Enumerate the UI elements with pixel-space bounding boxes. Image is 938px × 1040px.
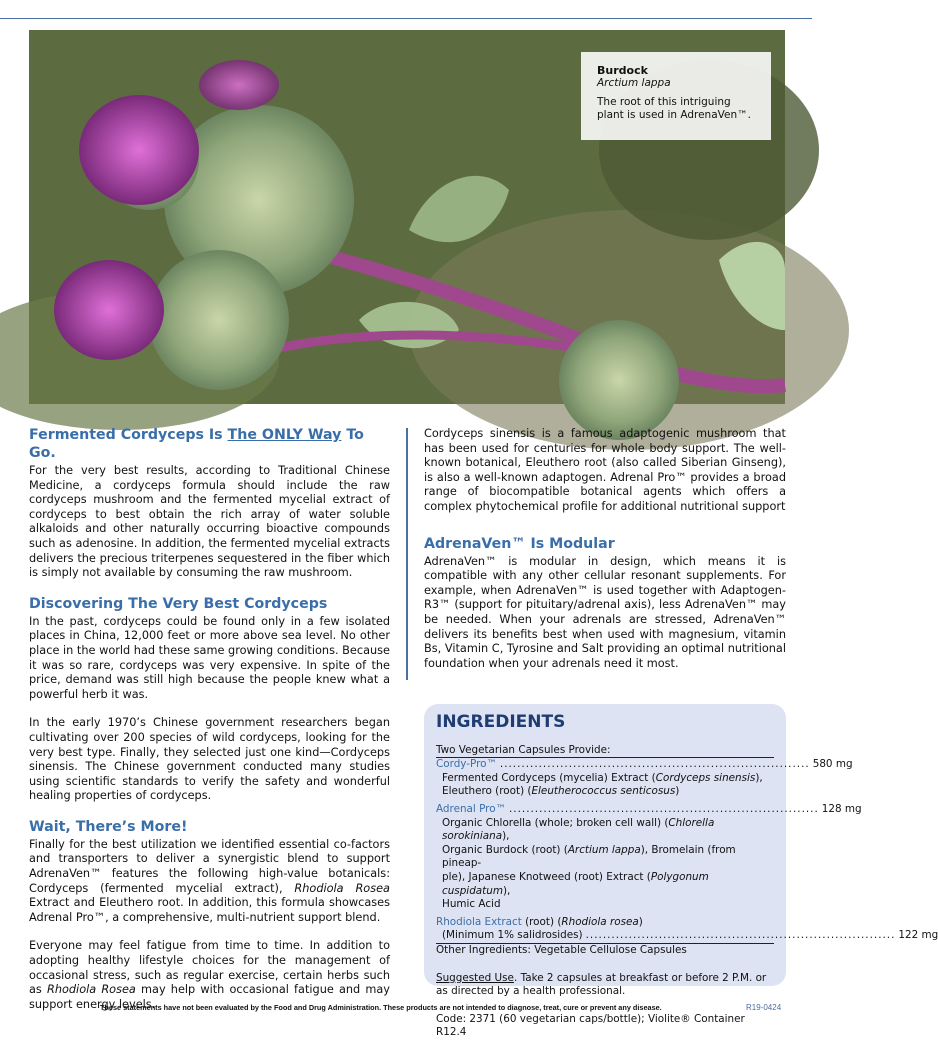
caption-title: Burdock (597, 64, 648, 77)
column-divider (406, 428, 408, 680)
adrenal-pro-line-1: Organic Chlorella (whole; broken cell wall) (Chlorella sorokiniana), (442, 816, 715, 843)
rhodiola-line: Rhodiola Extract (root) (Rhodiola rosea) (436, 915, 643, 928)
heading-wait-more: Wait, There’s More! (29, 818, 188, 835)
caption-text: The root of this intriguing plant is used in AdrenaVen™. (597, 96, 751, 121)
serving-line: Two Vegetarian Capsules Provide: (436, 744, 774, 759)
suggested-use: Suggested Use. Take 2 capsules at breakfast or before 2 P.M. or as directed by a health professional. (436, 971, 767, 998)
paragraph-fermented: For the very best results, according to Traditional Chinese Medicine, a cordyceps formula should include the raw cordyceps mushroom and the fermented mycelial extract of cordyceps to best obtain the rich array of water soluble alkaloids and other naturally occurring bioactive compounds such as adenosine. In addition, the fermented mycelial extracts delivers the precious triterpenes sequestered in the fiber which is simply not available by consuming the raw mushroom. (29, 464, 390, 580)
cordy-pro-row: Cordy-Pro™ ........................................................................ 580 mg (436, 758, 853, 771)
adrenal-pro-line-3: ple), Japanese Knotweed (root) Extract (Polygonum cuspidatum), (442, 870, 709, 897)
caption-latin-name: Arctium lappa (597, 77, 671, 89)
paragraph-fatigue: Everyone may feel fatigue from time to time. In addition to adopting healthy lifestyle choices for the management of occasional stress, such as regular exercise, certain herbs such as Rhodiola Rosea may help with occasional fatigue and may support energy levels. (29, 939, 390, 1011)
paragraph-1970s: In the early 1970’s Chinese government researchers began cultivating over 200 species of wild cordyceps, looking for the very best type. Finally, they selected just one kind—Cordyceps sinensis. The Chinese government conducted many studies using scientific standards to verify the safety and wonderful healing properties of cordyceps. (29, 716, 390, 803)
heading-modular: AdrenaVen™ Is Modular (424, 535, 615, 552)
top-rule (0, 18, 812, 19)
rhodiola-amount-row: (Minimum 1% salidrosides) ........................................................................ 122 mg (436, 929, 774, 944)
photo-caption (581, 52, 771, 140)
footer (0, 1003, 812, 1016)
adrenal-pro-line-2: Organic Burdock (root) (Arctium lappa), Bromelain (from pineap- (442, 843, 736, 870)
left-column (29, 426, 390, 1026)
paragraph-past: In the past, cordyceps could be found only in a few isolated places in China, 12,000 feet or more above sea level. No other place in the world had these same growing conditions. Because it was so rare, cordyceps was very expensive. In spite of the price, demand was still high because the people knew what a powerful herb it was. (29, 614, 390, 701)
document-code: R19-0424 (746, 1003, 782, 1012)
adrenal-pro-line-4: Humic Acid (442, 898, 501, 911)
paragraph-botanicals: Finally for the best utilization we identified essential co-factors and transporters to deliver a synergistic blend to support AdrenaVen™ features the following high-value botanicals: Cordyceps (fermented mycelial extract), Rhodiola Rosea Extract and Eleuthero root. In addition, this formula showcases Adrenal Pro™, a comprehensive, multi-nutrient support blend. (29, 837, 390, 924)
fda-disclaimer: These statements have not been evaluated by the Food and Drug Administration. These products are not intended to diagnose, treat, cure or prevent any disease. (100, 1003, 662, 1012)
ingredients-title: INGREDIENTS (436, 712, 566, 732)
product-code: Code: 2371 (60 vegetarian caps/bottle); Violite® Container R12.4 (436, 1012, 745, 1039)
burdock-photo (29, 30, 785, 404)
cordy-pro-line-2: Eleuthero (root) (Eleutherococcus senticosus) (442, 785, 680, 798)
heading-discovering: Discovering The Very Best Cordyceps (29, 595, 328, 612)
paragraph-adaptogenic: Cordyceps sinensis is a famous adaptogenic mushroom that has been used for centuries for whole body support. The well-known botanical, Eleuthero root (also called Siberian Ginseng), is also a well-known adaptogen. Adrenal Pro™ provides a broad range of biocompatible botanical agents which offers a complex phytochemical profile for additional nutritional support (424, 427, 786, 513)
right-column (424, 427, 786, 685)
paragraph-modular: AdrenaVen™ is modular in design, which means it is compatible with any other cellular resonant supplements. For example, when AdrenaVen™ is used together with Adaptogen-R3™ (support for pituitary/adrenal axis), less AdrenaVen™ may be needed. When your adrenals are stressed, AdrenaVen™ delivers its benefits best when used with magnesium, vitamin Bs, Vitamin C, Tyrosine and Salt providing an optimal nutritional foundation when your adrenals need it most. (424, 554, 786, 670)
other-ingredients: Other Ingredients: Vegetable Cellulose Capsules (436, 943, 687, 956)
adrenal-pro-row: Adrenal Pro™ ........................................................................ 128 mg (436, 802, 862, 815)
cordy-pro-line-1: Fermented Cordyceps (mycelia) Extract (Cordyceps sinensis), (442, 771, 763, 784)
heading-fermented-cordyceps: Fermented Cordyceps Is The ONLY Way To Go. (29, 427, 364, 461)
